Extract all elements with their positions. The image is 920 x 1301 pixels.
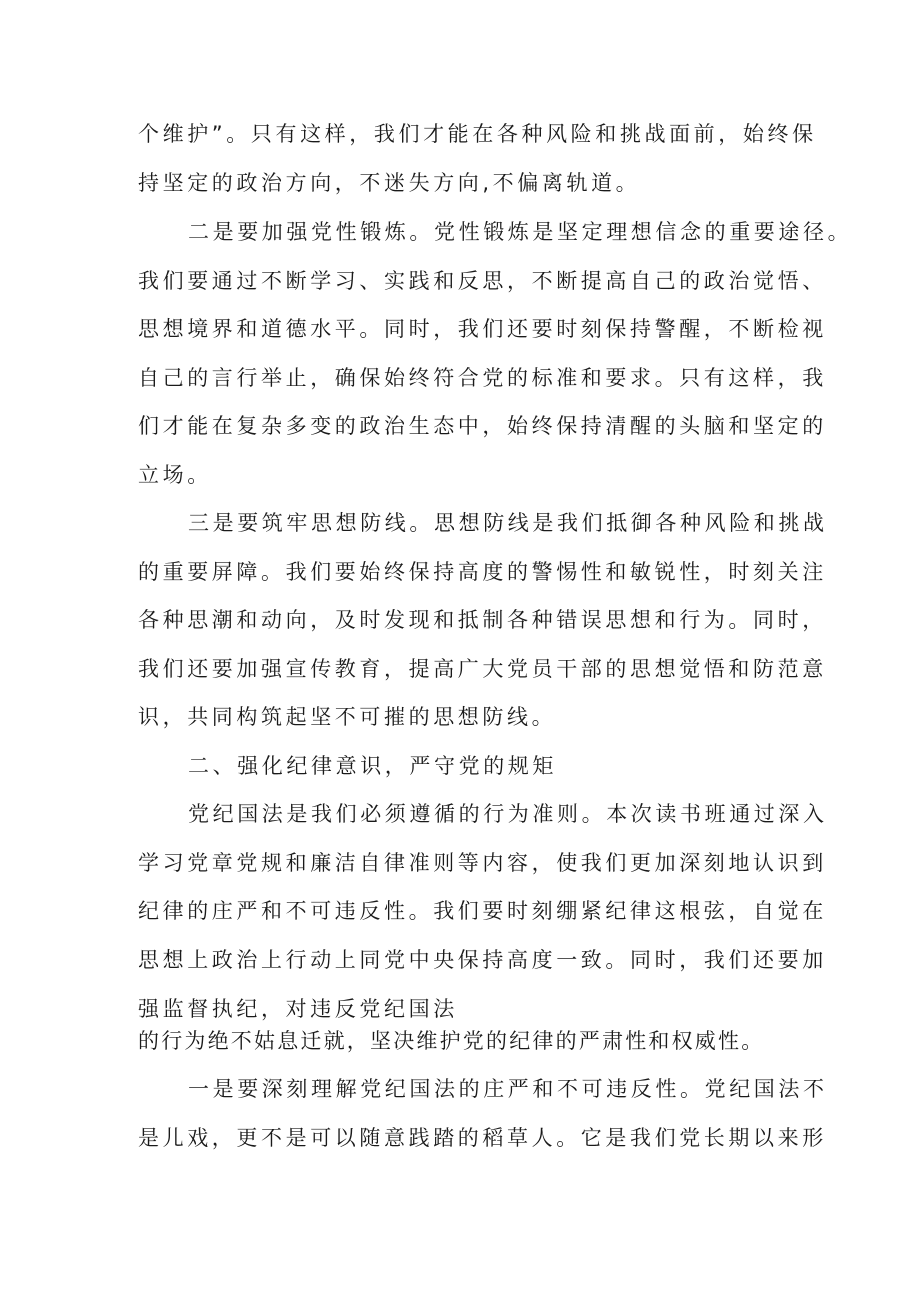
text-line: 立场。 [138, 463, 212, 487]
text-line: 我们还要加强宣传教育，提高广大党员干部的思想觉悟和防范意 [138, 657, 827, 681]
text-line: 学习党章党规和廉洁自律准则等内容，使我们更加深刻地认识到 [138, 851, 827, 875]
text-line: 识，共同构筑起坚不可摧的思想防线。 [138, 705, 557, 729]
text-line: 个维护”。只有这样，我们才能在各种风险和挑战面前，始终保 [138, 122, 817, 146]
text-line: 一是要深刻理解党纪国法的庄严和不可违反性。党纪国法不 [188, 1077, 828, 1101]
text-line: 强监督执纪，对违反党纪国法 [138, 997, 458, 1021]
text-line: 二是要加强党性锻炼。党性锻炼是坚定理想信念的重要途径。 [188, 220, 853, 244]
text-line: 思想上政治上行动上同党中央保持高度一致。同时，我们还要加 [138, 948, 827, 972]
text-line: 们才能在复杂多变的政治生态中，始终保持清醒的头脑和坚定的 [138, 414, 827, 438]
text-line: 的行为绝不姑息迁就，坚决维护党的纪律的严肃性和权威性。 [138, 1029, 765, 1053]
text-line: 的重要屏障。我们要始终保持高度的警惕性和敏锐性，时刻关注 [138, 560, 827, 584]
text-line: 三是要筑牢思想防线。思想防线是我们抵御各种风险和挑战 [188, 511, 828, 535]
text-line: 各种思潮和动向，及时发现和抵制各种错误思想和行为。同时， [138, 608, 827, 632]
text-line: 自己的言行举止，确保始终符合党的标准和要求。只有这样，我 [138, 366, 827, 390]
section-heading: 二、强化纪律意识，严守党的规矩 [188, 754, 557, 778]
text-line: 我们要通过不断学习、实践和反思，不断提高自己的政治觉悟、 [138, 269, 827, 293]
text-line: 持坚定的政治方向，不迷失方向,不偏离轨道。 [138, 171, 641, 195]
text-line: 思想境界和道德水平。同时，我们还要时刻保持警醒，不断检视 [138, 317, 827, 341]
text-line: 纪律的庄严和不可违反性。我们要时刻绷紧纪律这根弦，自觉在 [138, 899, 827, 923]
text-line: 是儿戏，更不是可以随意践踏的稻草人。它是我们党长期以来形 [138, 1126, 827, 1150]
text-line: 党纪国法是我们必须遵循的行为准则。本次读书班通过深入 [188, 802, 828, 826]
